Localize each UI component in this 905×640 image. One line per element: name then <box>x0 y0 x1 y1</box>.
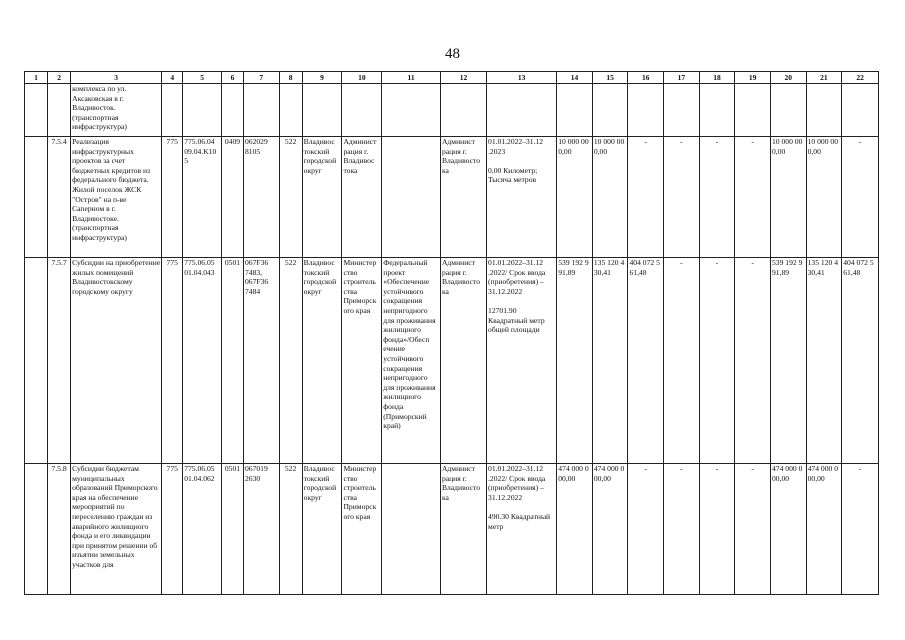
table-cell: - <box>664 464 700 595</box>
table-cell: 7.5.8 <box>48 464 71 595</box>
column-header: 1 <box>25 72 48 84</box>
column-header: 19 <box>735 72 771 84</box>
column-header: 5 <box>183 72 222 84</box>
table-cell: 0409 <box>221 137 243 258</box>
table-cell: 01.01.2022–31.12 .2022/ Срок ввода (приобретения) – 31.12.2022 12701.90 Квадратный метр общей площади <box>487 258 557 464</box>
table-cell: 7.5.4 <box>48 137 71 258</box>
table-cell: Владивос токский городской округ <box>302 137 342 258</box>
table-cell: 135 120 4 30,41 <box>806 258 842 464</box>
table-cell: - <box>699 137 735 258</box>
table-cell <box>221 84 243 137</box>
table-cell: 474 000 0 00,00 <box>770 464 806 595</box>
table-cell: 10 000 00 0,00 <box>557 137 593 258</box>
column-header: 22 <box>842 72 879 84</box>
column-header: 16 <box>628 72 664 84</box>
table-cell <box>382 464 441 595</box>
table-cell: 135 120 4 30,41 <box>592 258 628 464</box>
table-cell: - <box>699 464 735 595</box>
table-row <box>25 137 879 258</box>
table-cell <box>183 84 222 137</box>
table-cell: 067F36 7483, 067F36 7484 <box>243 258 279 464</box>
table-cell <box>557 84 593 137</box>
table-cell <box>699 84 735 137</box>
table-cell: 522 <box>279 137 302 258</box>
table-cell <box>243 84 279 137</box>
table-cell: 404 072 5 61,48 <box>842 258 879 464</box>
table-cell: - <box>842 137 879 258</box>
table-cell: 775.06.05 01.04.043 <box>183 258 222 464</box>
table-cell: 775 <box>162 137 183 258</box>
column-header: 4 <box>162 72 183 84</box>
table-cell: - <box>699 258 735 464</box>
header-row <box>25 72 879 84</box>
table-cell: 10 000 00 0,00 <box>806 137 842 258</box>
table-cell <box>664 84 700 137</box>
column-header: 18 <box>699 72 735 84</box>
table-cell <box>25 137 48 258</box>
table-cell: - <box>664 258 700 464</box>
table-cell: 10 000 00 0,00 <box>592 137 628 258</box>
column-header: 15 <box>592 72 628 84</box>
table-cell: 0501 <box>221 464 243 595</box>
table-cell: 01.01.2022–31.12 .2023 0,00 Километр; Тысяча метров <box>487 137 557 258</box>
table-cell <box>842 84 879 137</box>
table-cell: - <box>735 464 771 595</box>
column-header: 21 <box>806 72 842 84</box>
table-cell <box>592 84 628 137</box>
table-cell: 067019 2630 <box>243 464 279 595</box>
table-cell: 01.01.2022–31.12 .2022/ Срок ввода (приобретения) – 31.12.2022 490.30 Квадратный метр <box>487 464 557 595</box>
table-cell: Субсидии бюджетам муниципальных образований Приморского края на обеспечение мероприятий по переселению граждан из аварийного жилищного фонда и его ликвидации при принятом решении об изъятии земельных участков для <box>71 464 162 595</box>
table-cell: комплекса по ул. Аксаковская в г. Владивосток. (транспортная инфраструктура) <box>71 84 162 137</box>
table-cell: 474 000 0 00,00 <box>557 464 593 595</box>
table-row <box>25 258 879 464</box>
table-cell: 522 <box>279 464 302 595</box>
table-cell: Админист рация г. Владивосто ка <box>440 464 486 595</box>
table-cell: Владивос токский городской округ <box>302 464 342 595</box>
table-cell: - <box>664 137 700 258</box>
table-cell <box>382 84 441 137</box>
column-header: 14 <box>557 72 593 84</box>
column-header: 7 <box>243 72 279 84</box>
column-header: 9 <box>302 72 342 84</box>
table-cell <box>302 84 342 137</box>
table-row <box>25 84 879 137</box>
table-cell: 775.06.05 01.04.062 <box>183 464 222 595</box>
table-cell: Админист рация г. Владивосто ка <box>440 258 486 464</box>
table-cell: 775.06.04 09.04.K10 5 <box>183 137 222 258</box>
table-cell: Субсидии на приобретение жилых помещений Владивостокскому городскому округу <box>71 258 162 464</box>
column-header: 6 <box>221 72 243 84</box>
table-cell: Владивос токский городской округ <box>302 258 342 464</box>
table-cell: 10 000 00 0,00 <box>770 137 806 258</box>
table-cell <box>806 84 842 137</box>
page-number: 48 <box>445 46 460 62</box>
table-cell: - <box>735 258 771 464</box>
table-cell <box>735 84 771 137</box>
table-cell: - <box>735 137 771 258</box>
table-cell: Админист рация г. Владивос тока <box>342 137 382 258</box>
column-header: 10 <box>342 72 382 84</box>
table-cell <box>25 84 48 137</box>
table-cell <box>628 84 664 137</box>
table-cell <box>279 84 302 137</box>
table-cell: 539 192 9 91,89 <box>770 258 806 464</box>
table-cell <box>25 464 48 595</box>
table-cell <box>48 84 71 137</box>
table-cell: 539 192 9 91,89 <box>557 258 593 464</box>
table-cell <box>25 258 48 464</box>
column-header: 2 <box>48 72 71 84</box>
column-header: 8 <box>279 72 302 84</box>
table-row <box>25 464 879 595</box>
table-cell: 404 072 5 61,48 <box>628 258 664 464</box>
table-cell: 062029 8105 <box>243 137 279 258</box>
column-header: 12 <box>440 72 486 84</box>
column-header: 13 <box>487 72 557 84</box>
table-cell <box>440 84 486 137</box>
table-cell <box>342 84 382 137</box>
column-header: 17 <box>664 72 700 84</box>
table-cell: 775 <box>162 464 183 595</box>
table-cell: 474 000 0 00,00 <box>592 464 628 595</box>
table-cell: 7.5.7 <box>48 258 71 464</box>
column-header: 3 <box>71 72 162 84</box>
table-cell <box>487 84 557 137</box>
budget-table <box>24 71 879 595</box>
table-cell <box>770 84 806 137</box>
table-cell: 775 <box>162 258 183 464</box>
table-cell: 0501 <box>221 258 243 464</box>
table-cell: 522 <box>279 258 302 464</box>
table-cell: Админист рация г. Владивосто ка <box>440 137 486 258</box>
table-cell: Министер ство строитель ства Приморск ого края <box>342 464 382 595</box>
column-header: 20 <box>770 72 806 84</box>
table-cell: - <box>842 464 879 595</box>
column-header: 11 <box>382 72 441 84</box>
table-cell: 474 000 0 00,00 <box>806 464 842 595</box>
table-cell: - <box>628 137 664 258</box>
table-cell: - <box>628 464 664 595</box>
table-cell: Федеральный проект «Обеспечение устойчивого сокращения непригодного для проживания жилищного фонда»/Обесп ечение устойчивого сокращения непригодного для проживания жилищного фонда (Приморский край) <box>382 258 441 464</box>
table-cell: Реализация инфраструктурных проектов за счет бюджетных кредитов из федерального бюджета. Жилой поселок ЖСК "Остров" на п-ве Саперном в г. Владивостоке. (транспортная инфраструктура) <box>71 137 162 258</box>
table-cell: Министер ство строитель ства Приморск ого края <box>342 258 382 464</box>
table-cell <box>382 137 441 258</box>
table-cell <box>162 84 183 137</box>
